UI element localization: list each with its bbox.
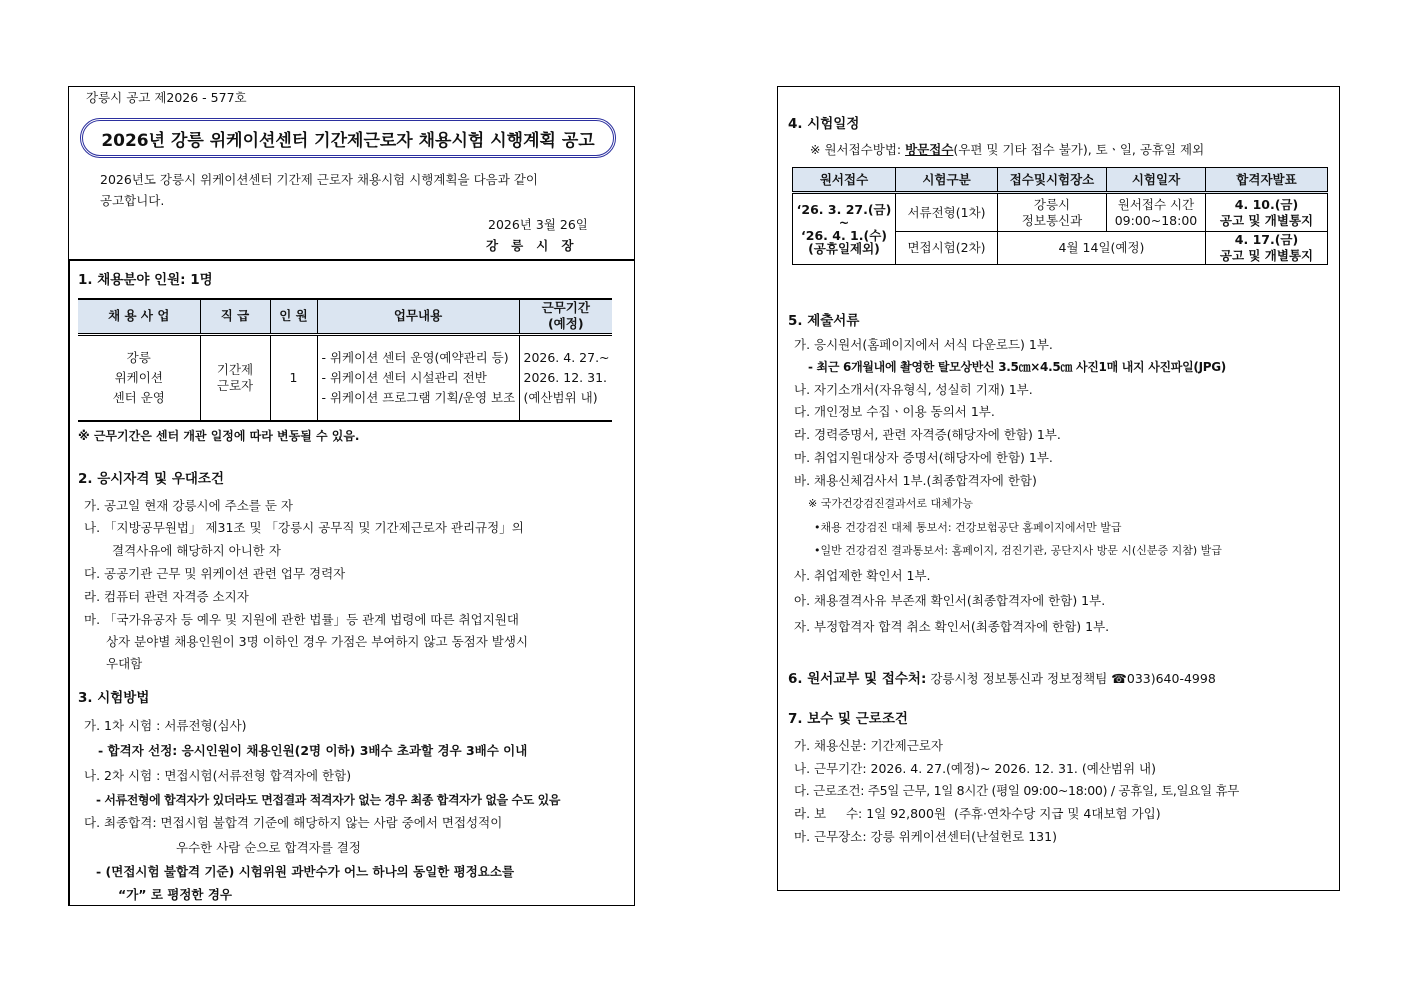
list-item: 가. 공고일 현재 강릉시에 주소를 둔 자 (84, 498, 293, 513)
cell-result: 4. 10.(금) 공고 및 개별통지 (1206, 193, 1328, 232)
list-item: 다. 공공기관 근무 및 위케이션 관련 업무 경력자 (84, 566, 346, 581)
col-header: 원서접수 (793, 168, 896, 193)
list-item: 라. 컴퓨터 관련 자격증 소지자 (84, 589, 249, 604)
cell-type: 서류전형(1차) (896, 193, 998, 232)
cell-type: 면접시험(2차) (896, 232, 998, 265)
list-item: “가” 로 평정한 경우 (118, 887, 233, 902)
list-item: 나. 자기소개서(자유형식, 성실히 기재) 1부. (794, 382, 1033, 397)
list-item: •채용 건강검진 대체 통보서: 건강보험공단 홈페이지에서만 발급 (814, 521, 1122, 534)
cell-date: 원서접수 시간 09:00~18:00 (1107, 193, 1206, 232)
col-header: 업무내용 (317, 299, 519, 334)
intro-text: 공고합니다. (100, 193, 165, 208)
section-heading: 1. 채용분야 인원: 1명 (78, 272, 213, 288)
list-item: 마. 취업지원대상자 증명서(해당자에 한함) 1부. (794, 450, 1053, 465)
list-item: 마. 「국가유공자 등 예우 및 지원에 관한 법률」등 관계 법령에 따른 취업지원대 (84, 612, 519, 627)
list-item: 결격사유에 해당하지 아니한 자 (112, 543, 281, 558)
list-item: 우수한 사람 순으로 합격자를 결정 (176, 840, 361, 855)
list-item: •일반 건강검진 결과통보서: 홈페이지, 검진기관, 공단지사 방문 시(신분증 지참) 발급 (814, 544, 1222, 557)
list-item: 자. 부정합격자 합격 취소 확인서(최종합격자에 한함) 1부. (794, 619, 1110, 634)
cell-result: 4. 17.(금) 공고 및 개별통지 (1206, 232, 1328, 265)
list-item: 다. 개인정보 수집ㆍ이용 동의서 1부. (794, 404, 995, 419)
list-item: 상자 분야별 채용인원이 3명 이하인 경우 가점은 부여하지 않고 동점자 발생시 (106, 634, 529, 649)
divider (68, 259, 635, 261)
section-heading: 2. 응시자격 및 우대조건 (78, 471, 224, 487)
issuer: 강 릉 시 장 (486, 238, 574, 253)
cell-period: 2026. 4. 27.~ 2026. 12. 31. (예산범위 내) (519, 334, 612, 421)
list-item: 가. 응시원서(홈페이지에서 서식 다운로드) 1부. (794, 337, 1053, 352)
list-item: 바. 채용신체검사서 1부.(최종합격자에 한함) (794, 473, 1037, 488)
list-item: 라. 경력증명서, 관련 자격증(해당자에 한함) 1부. (794, 427, 1061, 442)
page-title: 2026년 강릉 위케이션센터 기간제근로자 채용시험 시행계획 공고 (80, 118, 616, 158)
list-item: ※ 국가건강검진결과서로 대체가능 (808, 497, 973, 510)
list-item: 아. 채용결격사유 부존재 확인서(최종합격자에 한함) 1부. (794, 593, 1106, 608)
schedule-table (792, 167, 1328, 265)
list-item: 나. 근무기간: 2026. 4. 27.(예정)~ 2026. 12. 31. (예산범위 내) (794, 761, 1156, 776)
col-header: 인 원 (270, 299, 317, 334)
list-item: 다. 근로조건: 주5일 근무, 1일 8시간 (평일 09:00~18:00) / 공휴일, 토,일요일 휴무 (794, 783, 1240, 798)
divider (68, 259, 70, 906)
list-item: 가. 채용신분: 기간제근로자 (794, 738, 943, 753)
col-header: 시험구분 (896, 168, 998, 193)
list-item: - 합격자 선정: 응시인원이 채용인원(2명 이하) 3배수 초과할 경우 3배수 이내 (98, 743, 528, 758)
section-heading: 5. 제출서류 (788, 313, 860, 329)
col-header: 근무기간 (예정) (519, 299, 612, 334)
list-item: 라. 보 수: 1일 92,800원 (주휴·연차수당 지급 및 4대보험 가입) (794, 806, 1161, 821)
application-office: 6. 원서교부 및 접수처: 강릉시청 정보통신과 정보정책팀 ☎033)640-4998 (788, 671, 1216, 687)
col-header: 합격자발표 (1206, 168, 1328, 193)
cell-grade: 기간제 근로자 (200, 334, 270, 421)
list-item: 가. 1차 시험 : 서류전형(심사) (84, 718, 247, 733)
cell-count: 1 (270, 334, 317, 421)
list-item: 나. 2차 시험 : 면접시험(서류전형 합격자에 한함) (84, 768, 352, 783)
recruitment-table (78, 298, 612, 422)
list-item: - 서류전형에 합격자가 있더라도 면접결과 적격자가 없는 경우 최종 합격자가 없을 수도 있음 (96, 793, 561, 807)
list-item: 나. 「지방공무원법」 제31조 및 「강릉시 공무직 및 기간제근로자 관리규정」의 (84, 520, 524, 535)
cell-date: 4월 14일(예정) (998, 232, 1206, 265)
cell-place: 강릉시 정보통신과 (998, 193, 1107, 232)
list-item: 사. 취업제한 확인서 1부. (794, 568, 931, 583)
cell-duties: - 위케이션 센터 운영(예약관리 등) - 위케이션 센터 시설관리 전반 - 위케이션 프로그램 기획/운영 보조 (317, 334, 519, 421)
col-header: 직 급 (200, 299, 270, 334)
list-item: - (면접시험 불합격 기준) 시험위원 과반수가 어느 하나의 동일한 평정요소를 (96, 864, 515, 879)
list-item: 마. 근무장소: 강릉 위케이션센터(난설헌로 131) (794, 829, 1057, 844)
col-header: 접수및시험장소 (998, 168, 1107, 193)
intro-text: 2026년도 강릉시 위케이션센터 기간제 근로자 채용시험 시행계획을 다음과 같이 (100, 172, 538, 187)
section-heading: 3. 시험방법 (78, 690, 150, 706)
notice-number: 강릉시 공고 제2026 - 577호 (86, 90, 247, 105)
section-heading: 7. 보수 및 근로조건 (788, 711, 908, 727)
list-item: 우대함 (106, 656, 143, 671)
list-item: 다. 최종합격: 면접시험 불합격 기준에 해당하지 않는 사람 중에서 면접성적이 (84, 815, 503, 830)
period-note: ※ 근무기간은 센터 개관 일정에 따라 변동될 수 있음. (78, 429, 360, 443)
section-heading: 4. 시험일정 (788, 116, 860, 132)
list-item: - 최근 6개월내에 촬영한 탈모상반신 3.5㎝×4.5㎝ 사진1매 내지 사진파일(JPG) (808, 360, 1226, 374)
application-method-note: ※ 원서접수방법: 방문접수(우편 및 기타 접수 불가), 토ㆍ일, 공휴일 제외 (810, 142, 1205, 157)
col-header: 채 용 사 업 (78, 299, 200, 334)
cell-project: 강릉 위케이션 센터 운영 (78, 334, 200, 421)
col-header: 시험일자 (1107, 168, 1206, 193)
notice-date: 2026년 3월 26일 (488, 217, 588, 232)
cell-reception: ‘26. 3. 27.(금) ~ ‘26. 4. 1.(수) (공휴일제외) (793, 193, 896, 265)
